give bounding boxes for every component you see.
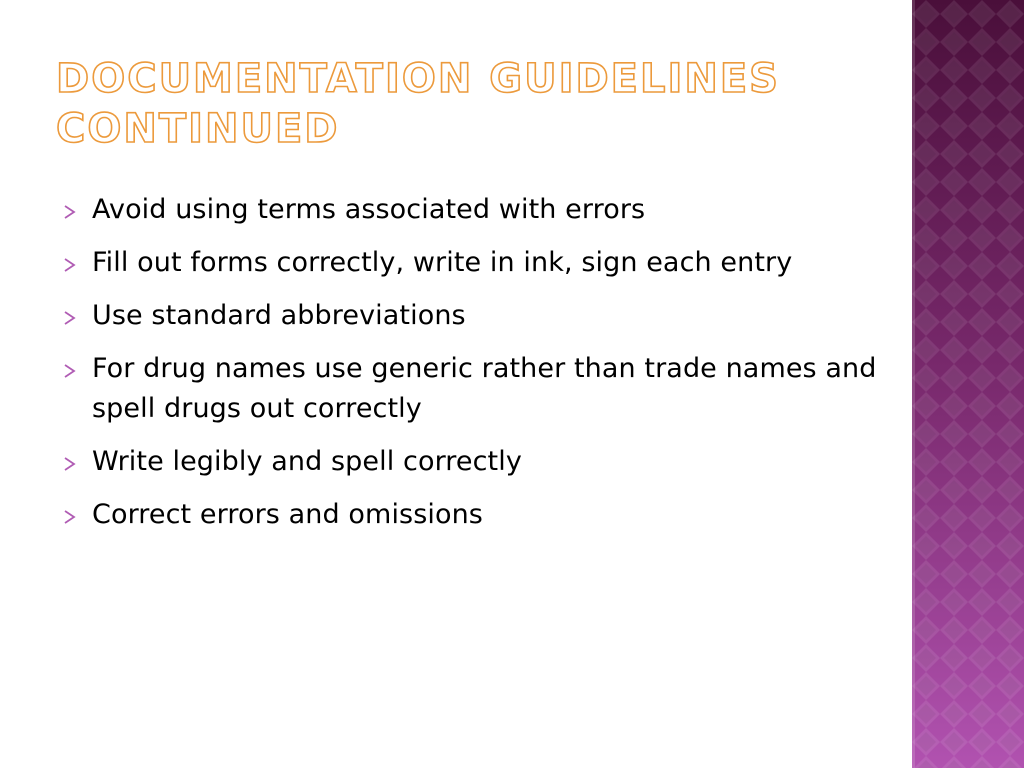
bullet-text: Fill out forms correctly, write in ink, sign each entry bbox=[92, 247, 793, 278]
bullet-item bbox=[62, 296, 882, 336]
chevron-right-icon bbox=[62, 457, 76, 471]
chevron-right-icon bbox=[62, 258, 76, 272]
bullet-item bbox=[62, 442, 882, 482]
bullet-list bbox=[62, 190, 882, 548]
bullet-item bbox=[62, 190, 882, 230]
slide-title bbox=[56, 54, 876, 154]
bullet-text: For drug names use generic rather than trade names and spell drugs out correctly bbox=[92, 353, 877, 424]
chevron-right-icon bbox=[62, 510, 76, 524]
title-line-2: CONTINUED bbox=[56, 106, 340, 152]
bullet-text: Write legibly and spell correctly bbox=[92, 446, 522, 477]
diamond-pattern bbox=[912, 0, 1024, 768]
bullet-item bbox=[62, 243, 882, 283]
bullet-item bbox=[62, 349, 882, 429]
title-line-1: DOCUMENTATION GUIDELINES bbox=[56, 56, 780, 102]
chevron-right-icon bbox=[62, 205, 76, 219]
bullet-item bbox=[62, 495, 882, 535]
bullet-text: Avoid using terms associated with errors bbox=[92, 194, 646, 225]
bullet-text: Use standard abbreviations bbox=[92, 300, 466, 331]
chevron-right-icon bbox=[62, 364, 76, 378]
decorative-side-band bbox=[912, 0, 1024, 768]
chevron-right-icon bbox=[62, 311, 76, 325]
bullet-text: Correct errors and omissions bbox=[92, 499, 483, 530]
